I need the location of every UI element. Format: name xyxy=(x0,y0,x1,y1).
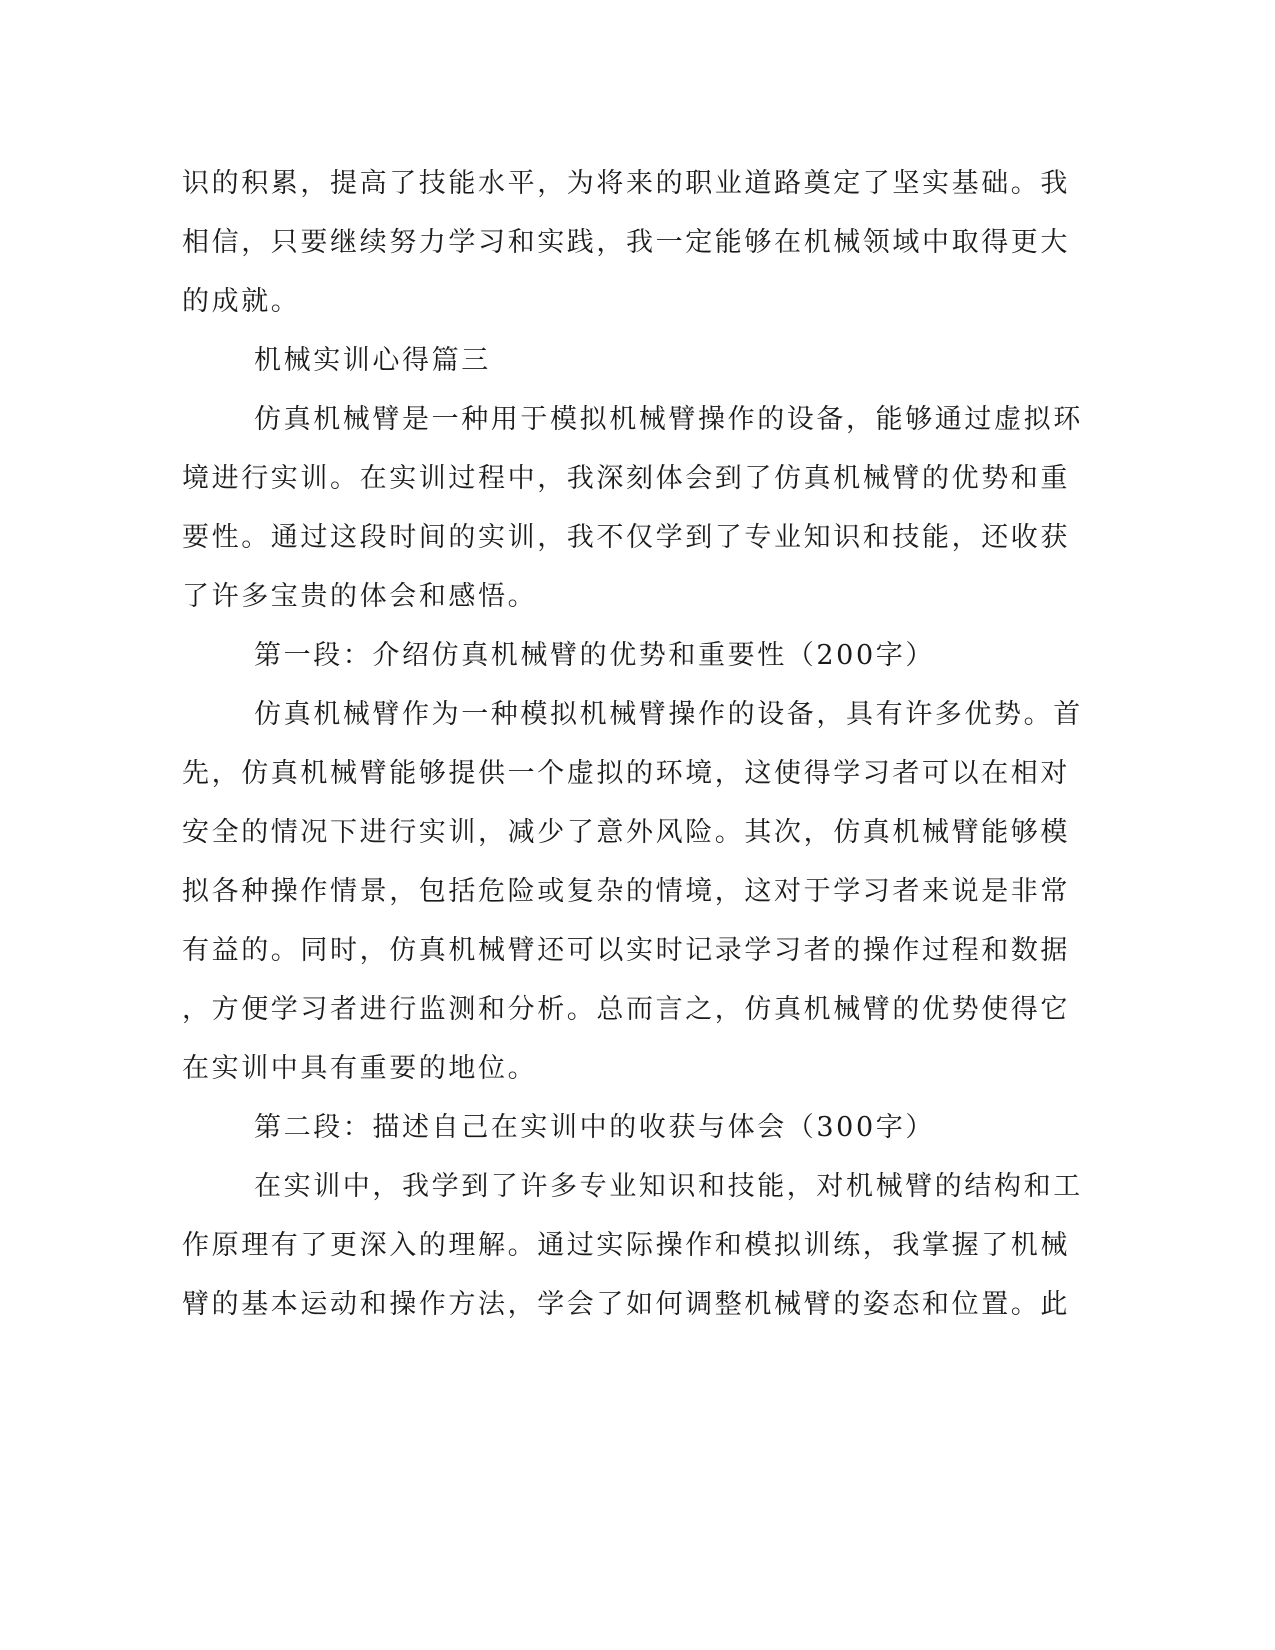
text-line: 仿真机械臂作为一种模拟机械臂操作的设备，具有许多优势。首 xyxy=(254,699,1083,730)
section-heading: 机械实训心得篇三 xyxy=(254,345,491,376)
text-line: 作原理有了更深入的理解。通过实际操作和模拟训练，我掌握了机械 xyxy=(182,1230,1070,1261)
text-line: ，方便学习者进行监测和分析。总而言之，仿真机械臂的优势使得它 xyxy=(182,994,1070,1025)
document-body xyxy=(182,154,1083,1334)
text-line: 境进行实训。在实训过程中，我深刻体会到了仿真机械臂的优势和重 xyxy=(182,463,1070,494)
text-line: 臂的基本运动和操作方法，学会了如何调整机械臂的姿态和位置。此 xyxy=(182,1289,1070,1320)
text-line: 拟各种操作情景，包括危险或复杂的情境，这对于学习者来说是非常 xyxy=(182,876,1070,907)
text-line: 要性。通过这段时间的实训，我不仅学到了专业知识和技能，还收获 xyxy=(182,522,1070,553)
text-line: 了许多宝贵的体会和感悟。 xyxy=(182,581,538,612)
text-line: 安全的情况下进行实训，减少了意外风险。其次，仿真机械臂能够模 xyxy=(182,817,1070,848)
text-line: 在实训中具有重要的地位。 xyxy=(182,1053,538,1084)
subsection-heading: 第二段：描述自己在实训中的收获与体会（300字） xyxy=(254,1112,935,1143)
text-line: 在实训中，我学到了许多专业知识和技能，对机械臂的结构和工 xyxy=(254,1171,1083,1202)
text-line: 有益的。同时，仿真机械臂还可以实时记录学习者的操作过程和数据 xyxy=(182,935,1070,966)
subsection-heading: 第一段：介绍仿真机械臂的优势和重要性（200字） xyxy=(254,640,935,671)
text-line: 识的积累，提高了技能水平，为将来的职业道路奠定了坚实基础。我 xyxy=(182,168,1070,199)
text-line: 的成就。 xyxy=(182,286,301,317)
text-line: 先，仿真机械臂能够提供一个虚拟的环境，这使得学习者可以在相对 xyxy=(182,758,1070,789)
text-line: 仿真机械臂是一种用于模拟机械臂操作的设备，能够通过虚拟环 xyxy=(254,404,1083,435)
text-line: 相信，只要继续努力学习和实践，我一定能够在机械领域中取得更大 xyxy=(182,227,1070,258)
